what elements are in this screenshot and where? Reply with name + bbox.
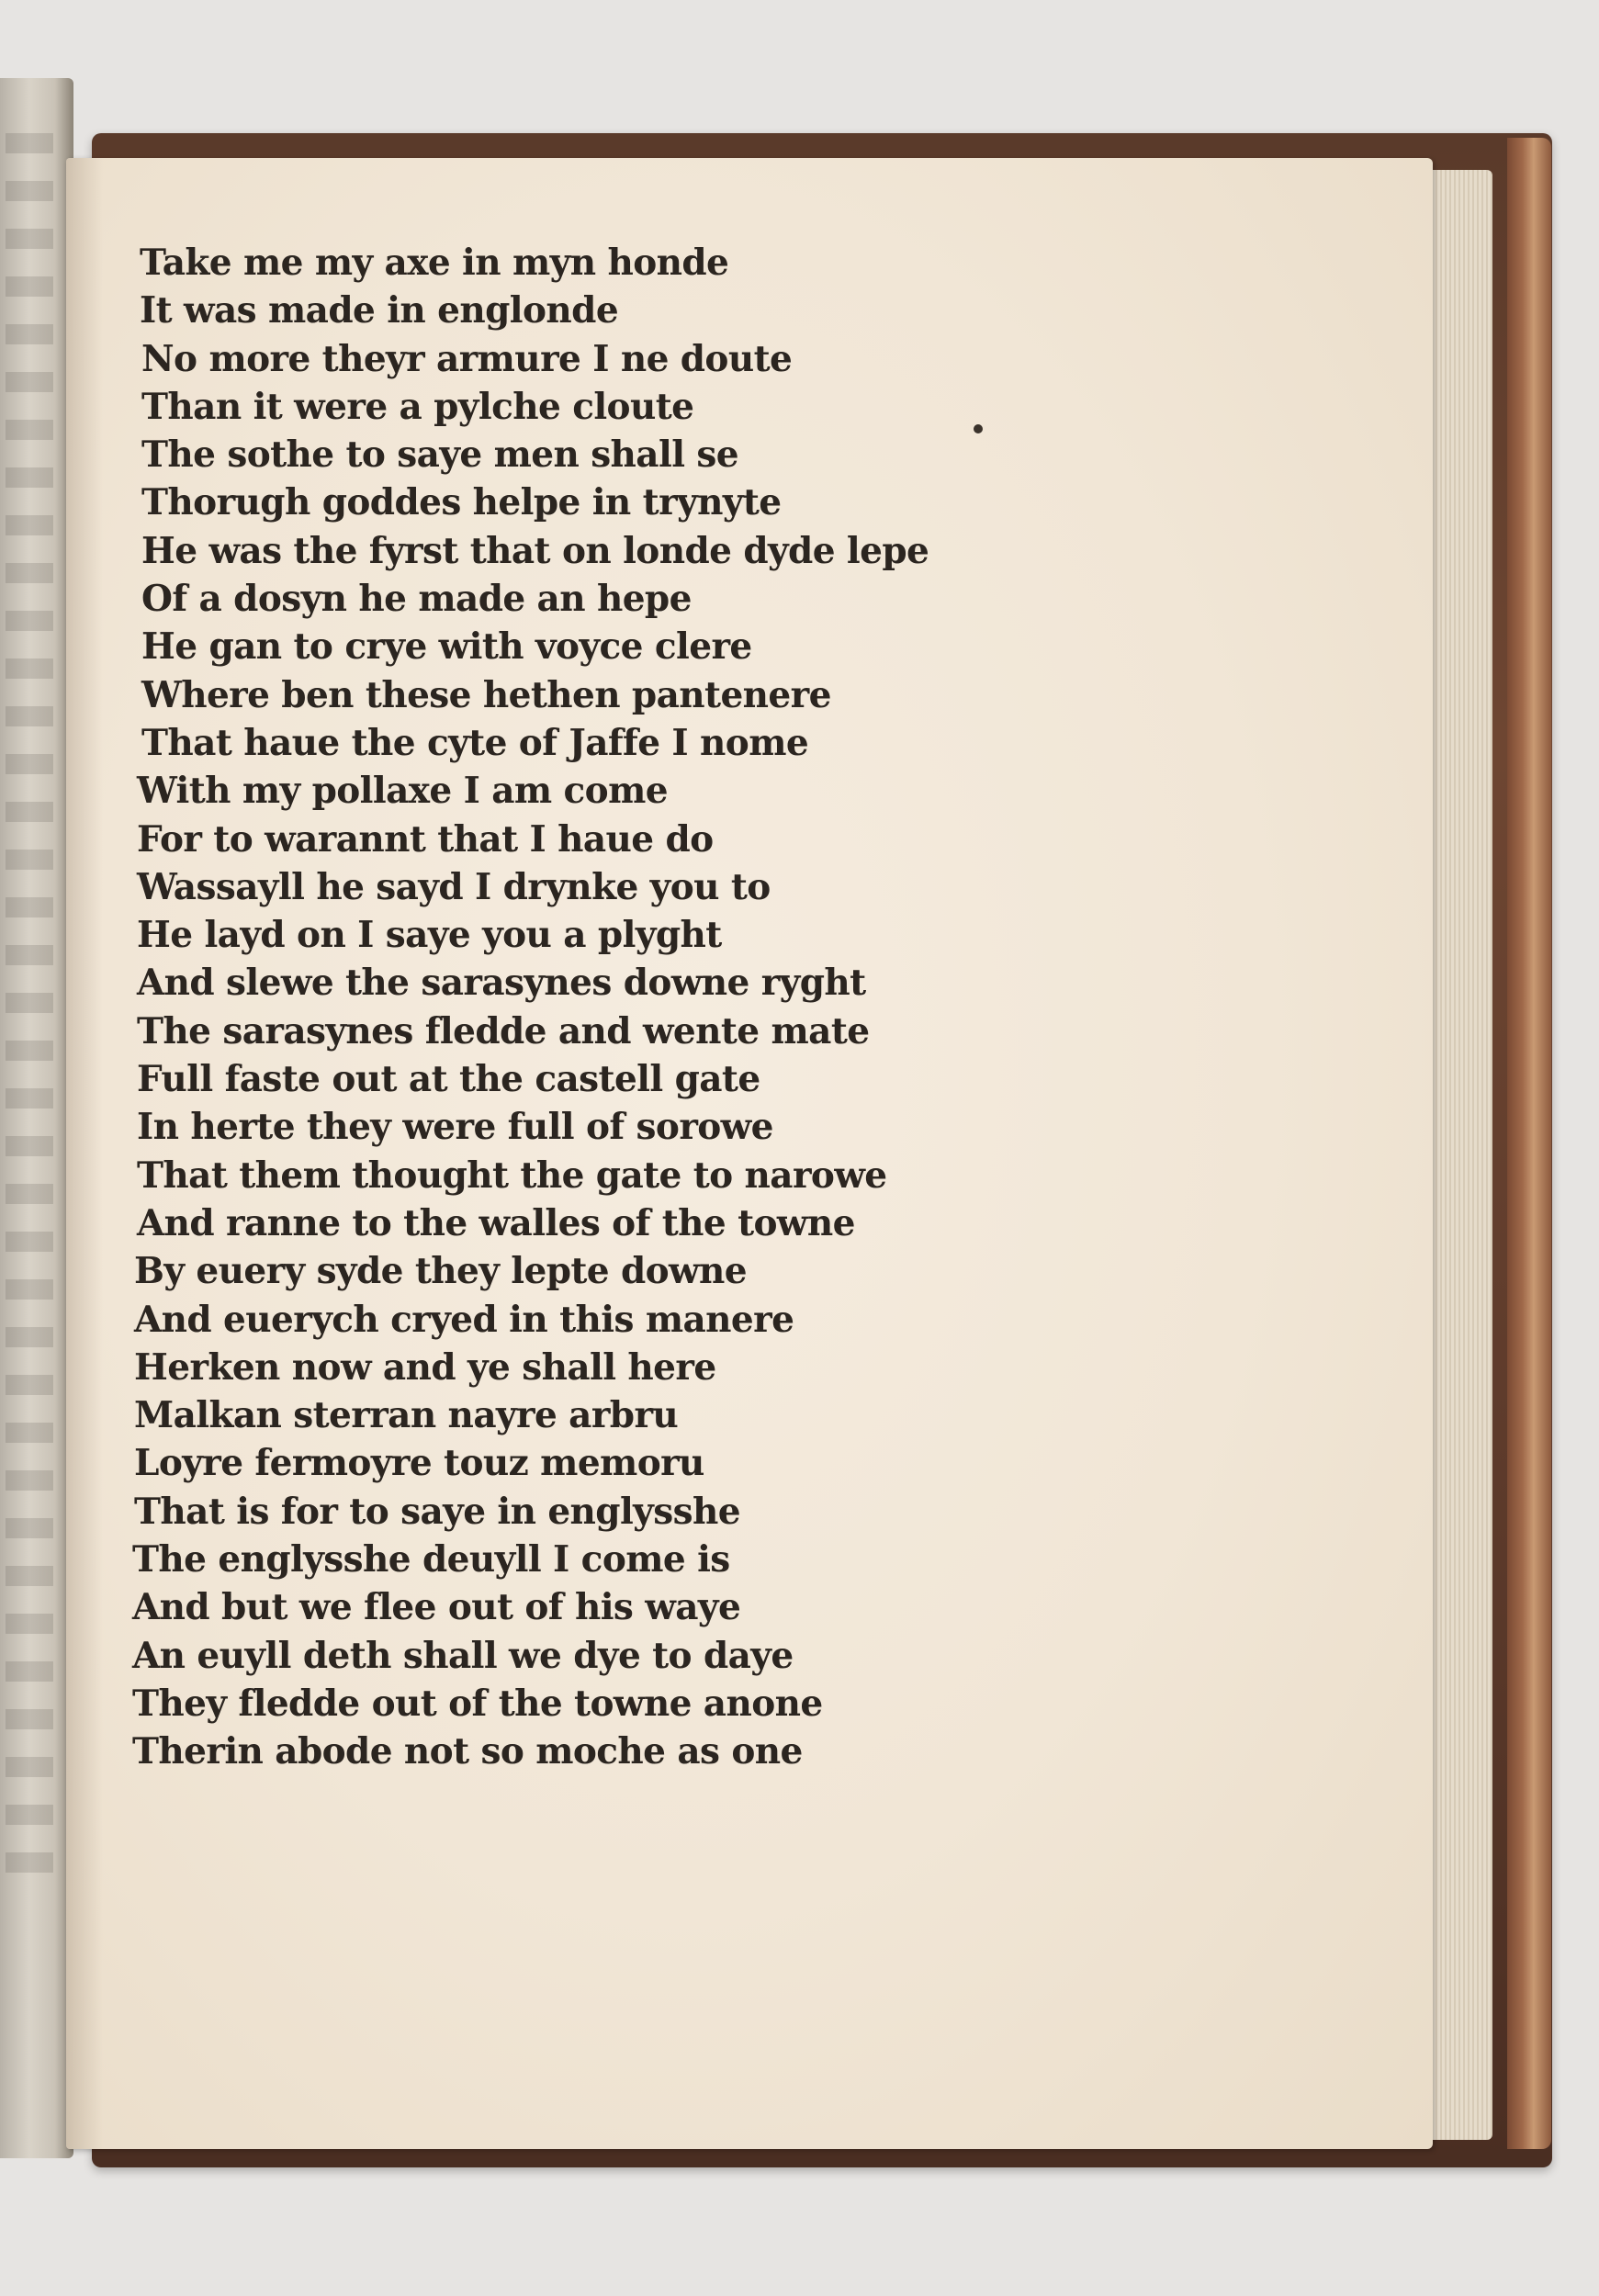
verse-line: He gan to crye with voyce clere — [141, 625, 752, 669]
ink-speck — [974, 424, 983, 433]
verse-line: Loyre fermoyre touz memoru — [134, 1442, 704, 1485]
verse-line: Herken now and ye shall here — [134, 1345, 716, 1389]
verse-line: They fledde out of the towne anone — [132, 1682, 823, 1725]
verse-line: And but we flee out of his waye — [132, 1586, 741, 1629]
verse-line: Where ben these hethen pantenere — [141, 673, 831, 716]
verse-line: Full faste out at the castell gate — [137, 1058, 760, 1101]
verse-line: For to warannt that I haue do — [137, 817, 714, 861]
verse-line: Wassayll he sayd I drynke you to — [137, 865, 771, 908]
verse-line: And euerych cryed in this manere — [134, 1298, 794, 1341]
verse-line: Than it were a pylche cloute — [141, 385, 694, 428]
verse-line: And slewe the sarasynes downe ryght — [137, 962, 866, 1005]
book-page — [66, 158, 1433, 2149]
verse-line: That haue the cyte of Jaffe I nome — [141, 721, 809, 764]
verse-line: By euery syde they lepte downe — [134, 1250, 747, 1293]
verse-line: With my pollaxe I am come — [137, 770, 668, 813]
verse-line: An euyll deth shall we dye to daye — [132, 1634, 794, 1677]
verse-line: And ranne to the walles of the towne — [137, 1201, 855, 1244]
verse-line: He was the fyrst that on londe dyde lepe — [141, 529, 929, 572]
verse-line: The sothe to saye men shall se — [141, 433, 738, 477]
verse-line: No more theyr armure I ne doute — [141, 337, 793, 380]
previous-leaf-edge — [0, 78, 73, 2158]
verse-line: That them thought the gate to narowe — [137, 1154, 887, 1197]
verse-line: Malkan sterran nayre arbru — [134, 1394, 679, 1437]
verse-line: In herte they were full of sorowe — [137, 1106, 773, 1149]
verse-line: He layd on I saye you a plyght — [137, 914, 722, 957]
verse-line: Thorugh goddes helpe in trynyte — [141, 481, 782, 524]
verse-text — [132, 239, 929, 1776]
verse-line: The sarasynes fledde and wente mate — [137, 1009, 870, 1052]
verse-line: That is for to saye in englysshe — [134, 1490, 740, 1533]
binding-edge — [1507, 138, 1551, 2149]
verse-line: Therin abode not so moche as one — [132, 1730, 803, 1773]
verse-line: The englysshe deuyll I come is — [132, 1538, 730, 1581]
verse-line: Take me my axe in myn honde — [140, 242, 729, 284]
verse-line: Of a dosyn he made an hepe — [141, 578, 692, 621]
verse-line: It was made in englonde — [140, 289, 619, 332]
